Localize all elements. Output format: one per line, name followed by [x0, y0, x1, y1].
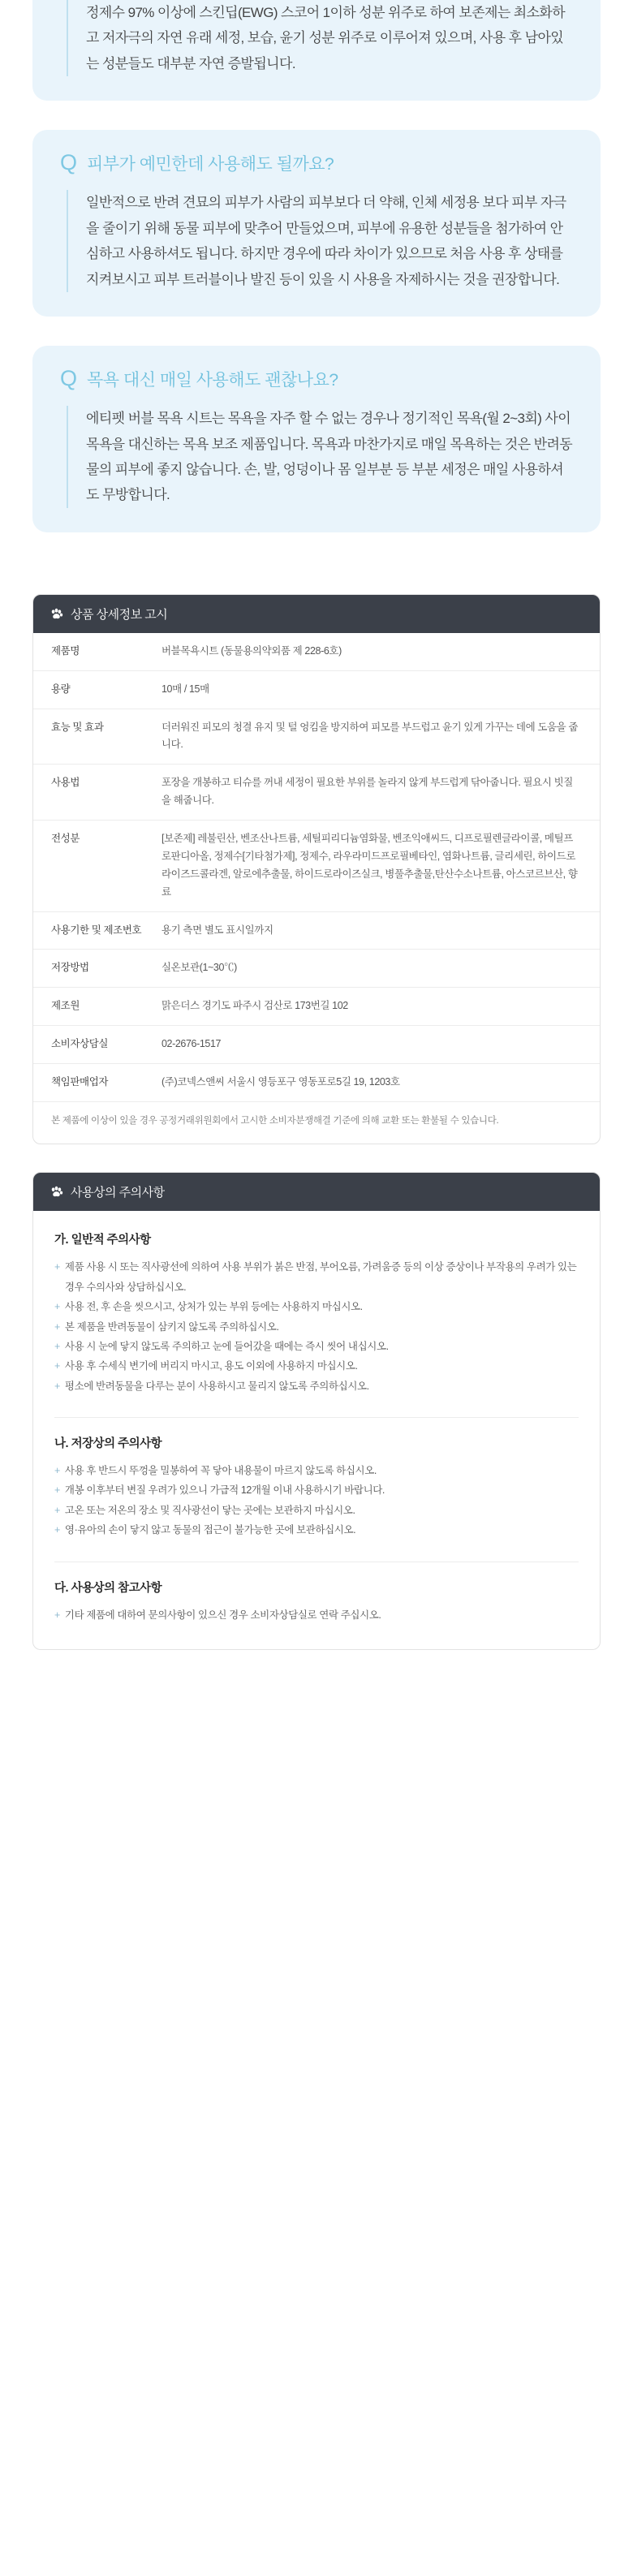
- bullet-plus-icon: +: [54, 1320, 60, 1333]
- faq-question-text: 목욕 대신 매일 사용해도 괜찮나요?: [87, 371, 338, 390]
- faq-question-text: 피부가 예민한데 사용해도 될까요?: [87, 155, 334, 174]
- table-row: [33, 633, 600, 670]
- faq-section: [0, 0, 633, 594]
- list-item-text: 사용 전, 후 손을 씻으시고, 상처가 있는 부위 등에는 사용하지 마십시오.: [64, 1301, 363, 1313]
- table-row-value: (주)코넥스앤씨 서울시 영등포구 영동포로5길 19, 1203호: [161, 1076, 400, 1088]
- table-row-label: 사용법: [51, 777, 80, 789]
- list-item: [54, 1337, 579, 1356]
- faq-question: [60, 367, 573, 391]
- cautions-body: [33, 1211, 600, 1649]
- table-row: [33, 670, 600, 709]
- table-row-label: 소비자상담실: [51, 1038, 109, 1050]
- table-row-value: [보존제] 레불린산, 벤조산나트륨, 세틸피리디늄염화물, 벤조익애씨드, 디프로필렌글라이콜, 메틸프로판디아올, 정제수[기타첨가제], 정제수, 라우라미드프로필베타인, 염화나트륨, 글리세린, 하이드로라이즈드콜라겐, 알로에추출물, 하이드로라이즈실크, 병풀추출물,탄산수소나트륨, 아스코르브산, 향료: [161, 833, 578, 898]
- list-item-text: 기타 제품에 대하여 문의사항이 있으신 경우 소비자상담실로 연락 주십시오.: [64, 1609, 381, 1621]
- caution-group-general: [54, 1230, 579, 1396]
- table-row-label: 저장방법: [51, 962, 89, 974]
- faq-card-daily-use: [32, 346, 601, 532]
- list-item-text: 사용 후 반드시 뚜껑을 밀봉하여 꼭 닿아 내용물이 마르지 않도록 하십시오.: [64, 1465, 377, 1477]
- list-item: [54, 1480, 579, 1500]
- table-row-value: 10매 / 15매: [161, 683, 209, 695]
- bullet-plus-icon: +: [54, 1301, 60, 1313]
- table-row: [33, 821, 600, 912]
- list-item-text: 사용 시 눈에 닿지 않도록 주의하고 눈에 들어갔을 때에는 즉시 씻어 내십시오.: [64, 1340, 389, 1352]
- list-item-text: 제품 사용 시 또는 직사광선에 의하여 사용 부위가 붉은 반점, 부어오름, 가려움증 등의 이상 증상이나 부작용의 우려가 있는 경우 수의사와 상담하십시오.: [64, 1261, 577, 1293]
- product-info-note: 본 제품에 이상이 있을 경우 공정거래위원회에서 고시한 소비자분쟁해결 기준에 의해 교환 또는 환불될 수 있습니다.: [33, 1101, 600, 1144]
- table-row-label: 효능 및 효과: [51, 721, 104, 733]
- bullet-plus-icon: +: [54, 1465, 60, 1477]
- product-info-header: [33, 595, 600, 633]
- divider: [54, 1417, 579, 1418]
- caution-group-storage: [54, 1434, 579, 1540]
- table-row: [33, 950, 600, 988]
- bullet-plus-icon: +: [54, 1609, 60, 1621]
- bullet-plus-icon: +: [54, 1524, 60, 1536]
- table-row: [33, 911, 600, 950]
- list-item-text: 본 제품을 반려동물이 삼키지 않도록 주의하십시오.: [64, 1320, 279, 1333]
- paw-icon: [50, 1185, 63, 1199]
- list-item-text: 사용 후 수세식 변기에 버리지 마시고, 용도 이외에 사용하지 마십시오.: [64, 1360, 358, 1372]
- table-row: [33, 765, 600, 821]
- bullet-plus-icon: +: [54, 1360, 60, 1372]
- table-row-value: 버블목욕시트 (동물용의약외품 제 228-6호): [161, 644, 342, 657]
- faq-answer: [67, 190, 573, 292]
- product-info-section: [32, 594, 601, 1145]
- bullet-plus-icon: +: [54, 1261, 60, 1273]
- list-item-text: 개봉 이후부터 변질 우려가 있으니 가급적 12개월 이내 사용하시기 바랍니다.: [64, 1484, 385, 1497]
- list-item: [54, 1297, 579, 1316]
- cautions-header-label: 사용상의 주의사항: [71, 1186, 165, 1200]
- question-mark-icon: Q: [60, 150, 78, 175]
- caution-list: [54, 1461, 579, 1540]
- table-row-value: 용기 측면 별도 표시일까지: [161, 924, 273, 936]
- table-row-label: 제품명: [51, 644, 80, 657]
- list-item: [54, 1520, 579, 1540]
- bullet-plus-icon: +: [54, 1504, 60, 1516]
- faq-answer-text: 일반적으로 반려 견묘의 피부가 사람의 피부보다 더 약해, 인체 세정용 보다 피부 자극을 줄이기 위해 동물 피부에 맞추어 만들었으며, 피부에 유용한 성분들을 첨가하여 안심하고 사용하셔도 됩니다. 하지만 경우에 따라 차이가 있으므로 처음 사용 후 상태를 지켜보시고 피부 트러블이나 발진 등이 있을 시 사용을 자제하시는 것을 권장합니다.: [86, 195, 566, 287]
- table-row: [33, 988, 600, 1026]
- product-info-table: [33, 633, 600, 1101]
- list-item-text: 평소에 반려동물을 다루는 분이 사용하시고 물리지 않도록 주의하십시오.: [64, 1380, 369, 1392]
- faq-answer: [67, 406, 573, 508]
- question-mark-icon: Q: [60, 366, 78, 391]
- list-item: [54, 1461, 579, 1480]
- bullet-plus-icon: +: [54, 1340, 60, 1352]
- table-row-value: 더러워진 피모의 청결 유지 및 털 엉킴을 방지하여 피모를 부드럽고 윤기 있게 가꾸는 데에 도움을 줍니다.: [161, 721, 579, 751]
- list-item: [54, 1317, 579, 1337]
- list-item: [54, 1605, 579, 1625]
- product-info-header-label: 상품 상세정보 고시: [71, 607, 168, 622]
- table-row-value: 실온보관(1~30℃): [161, 962, 237, 974]
- table-row-label: 책임판매업자: [51, 1076, 109, 1088]
- table-row-value: 맑은더스 경기도 파주시 검산로 173번길 102: [161, 1000, 348, 1012]
- table-row-label: 제조원: [51, 1000, 80, 1012]
- list-item: [54, 1376, 579, 1396]
- table-row: [33, 1026, 600, 1064]
- list-item: [54, 1356, 579, 1376]
- faq-answer-text: 에티펫 버블 목욕 시트는 목욕을 자주 할 수 없는 경우나 정기적인 목욕(월 2~3회) 사이 목욕을 대신하는 목욕 보조 제품입니다. 목욕과 마찬가지로 매일 목욕하는 것은 반려동물의 피부에 좋지 않습니다. 손, 발, 엉덩이나 몸 일부분 등 부분 세정은 매일 사용하셔도 무방합니다.: [86, 411, 573, 503]
- faq-card-sensitive-skin: [32, 130, 601, 317]
- faq-answer-text: 정제수 97% 이상에 스킨딥(EWG) 스코어 1이하 성분 위주로 하여 보존제는 최소화하고 저자극의 자연 유래 세정, 보습, 윤기 성분 위주로 이루어져 있으며, 사용 후 남아있는 성분들도 대부분 자연 증발됩니다.: [86, 5, 566, 71]
- cautions-section: [32, 1172, 601, 1650]
- bullet-plus-icon: +: [54, 1380, 60, 1392]
- list-item-text: 고온 또는 저온의 장소 및 직사광선이 닿는 곳에는 보관하지 마십시오.: [64, 1504, 355, 1516]
- caution-group-title: 가. 일반적 주의사항: [54, 1234, 151, 1247]
- list-item: [54, 1501, 579, 1520]
- table-row-label: 전성분: [51, 833, 80, 845]
- table-row-value: 02-2676-1517: [161, 1038, 222, 1050]
- caution-group-reference: [54, 1579, 579, 1625]
- table-row: [33, 1064, 600, 1101]
- paw-icon: [50, 607, 63, 621]
- faq-question: [60, 151, 573, 175]
- table-row-label: 사용기한 및 제조번호: [51, 924, 142, 936]
- list-item-text: 영·유아의 손이 닿지 않고 동물의 접근이 불가능한 곳에 보관하십시오.: [64, 1524, 356, 1536]
- caution-group-title: 나. 저장상의 주의사항: [54, 1437, 162, 1451]
- caution-list: [54, 1257, 579, 1396]
- bullet-plus-icon: +: [54, 1484, 60, 1497]
- faq-card-ingredients: [32, 0, 601, 101]
- table-row-label: 용량: [51, 683, 71, 695]
- cautions-header: [33, 1173, 600, 1211]
- caution-list: [54, 1605, 579, 1625]
- caution-group-title: 다. 사용상의 참고사항: [54, 1581, 162, 1595]
- table-row-value: 포장을 개봉하고 티슈를 꺼내 세정이 필요한 부위를 놀라지 않게 부드럽게 닦아줍니다. 필요시 빗질을 해줍니다.: [161, 777, 573, 807]
- faq-answer: [67, 0, 573, 76]
- table-row: [33, 709, 600, 765]
- list-item: [54, 1257, 579, 1297]
